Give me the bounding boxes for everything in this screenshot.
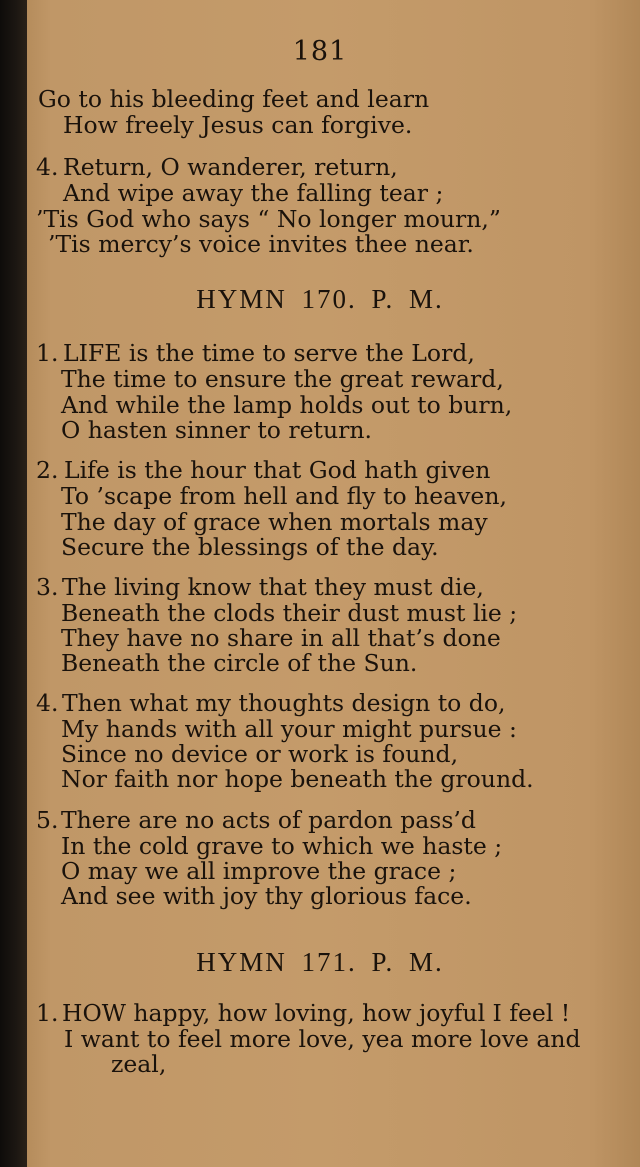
page-number: 181	[292, 36, 348, 67]
verse-line: How freely Jesus can forgive.	[63, 111, 413, 139]
verse-line: The day of grace when mortals may	[61, 508, 488, 536]
verse-line: I want to feel more love, yea more love and	[64, 1025, 581, 1053]
verse-line: The time to ensure the great reward,	[61, 365, 504, 393]
verse-line: Secure the blessings of the day.	[61, 533, 439, 561]
verse-number: 1.	[36, 339, 59, 367]
verse-line: In the cold grave to which we haste ;	[61, 832, 503, 860]
verse-number: 4.	[36, 689, 59, 717]
hymn-170-title: HYMN 170. P. M.	[196, 284, 444, 314]
verse-line: Then what my thoughts design to do,	[62, 689, 506, 717]
verse-line: O hasten sinner to return.	[61, 416, 372, 444]
hymn-171-title: HYMN 171. P. M.	[196, 947, 444, 977]
verse-line: Nor faith nor hope beneath the ground.	[61, 765, 534, 793]
verse-line: ’Tis God who says “ No longer mourn,”	[36, 205, 501, 233]
verse-number: 4.	[36, 153, 59, 181]
verse-line: Beneath the circle of the Sun.	[61, 649, 418, 677]
verse-number: 1.	[36, 999, 59, 1027]
verse-line: The living know that they must die,	[62, 573, 484, 601]
verse-line: Go to his bleeding feet and learn	[38, 85, 430, 113]
verse-line: To ’scape from hell and fly to heaven,	[61, 482, 507, 510]
verse-number: 2.	[36, 456, 59, 484]
verse-line: My hands with all your might pursue :	[61, 715, 517, 743]
verse-line: ’Tis mercy’s voice invites thee near.	[48, 230, 474, 258]
verse-line: LIFE is the time to serve the Lord,	[63, 339, 475, 367]
verse-line: HOW happy, how loving, how joyful I feel !	[62, 999, 571, 1027]
verse-line: And wipe away the falling tear ;	[63, 179, 444, 207]
verse-line: Beneath the clods their dust must lie ;	[61, 599, 518, 627]
verse-line: Since no device or work is found,	[61, 740, 459, 768]
verse-number: 3.	[36, 573, 59, 601]
verse-line: Return, O wanderer, return,	[63, 153, 398, 181]
verse-line: And while the lamp holds out to burn,	[61, 391, 513, 419]
verse-line: They have no share in all that’s done	[61, 624, 501, 652]
verse-line: O may we all improve the grace ;	[61, 857, 457, 885]
verse-number: 5.	[36, 806, 59, 834]
verse-line: And see with joy thy glorious face.	[61, 882, 472, 910]
verse-line: Life is the hour that God hath given	[64, 456, 491, 484]
verse-line: zeal,	[111, 1050, 167, 1078]
book-binding-edge	[0, 0, 27, 1167]
verse-line: There are no acts of pardon pass’d	[61, 806, 476, 834]
